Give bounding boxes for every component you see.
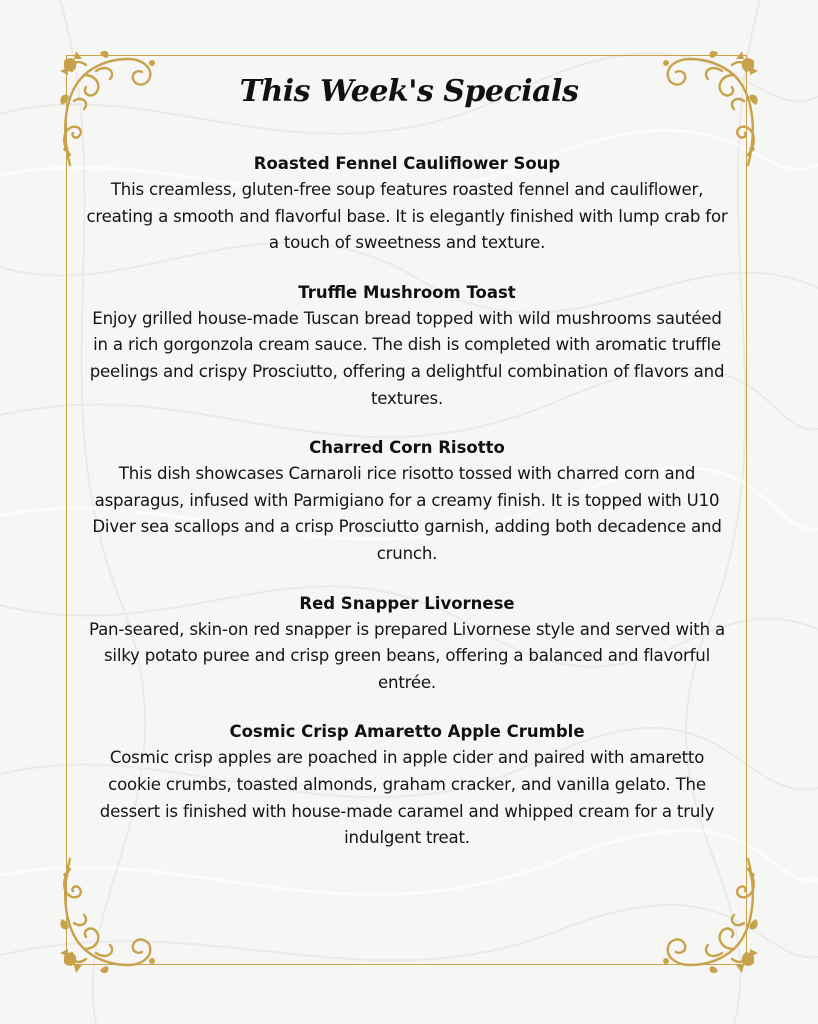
menu-item (84, 718, 730, 851)
menu-item-description: Pan-seared, skin-on red snapper is prepared Livornese style and served with a silky potato puree and crisp green beans, offering a balanced and flavorful entrée. (89, 619, 725, 692)
menu-item-description: This dish showcases Carnaroli rice risotto tossed with charred corn and asparagus, infused with Parmigiano for a creamy finish. It is topped with U10 Diver sea scallops and a crisp Prosciutto garnish, adding both decadence and crunch. (92, 464, 722, 563)
menu-item-name: Charred Corn Risotto (309, 438, 505, 458)
menu-item-description: This creamless, gluten-free soup features roasted fennel and cauliflower, creating a smooth and flavorful base. It is elegantly finished with lump crab for a touch of sweetness and texture. (86, 180, 728, 253)
menu-item-name: Truffle Mushroom Toast (298, 282, 516, 302)
menu-item-name: Red Snapper Livornese (299, 593, 515, 613)
menu-item-description: Enjoy grilled house-made Tuscan bread topped with wild mushrooms sautéed in a rich gorgonzola cream sauce. The dish is completed with aromatic truffle peelings and crispy Prosciutto, offering a delightful combination of flavors and textures. (89, 308, 725, 408)
menu-item (84, 279, 730, 412)
menu-item (84, 590, 730, 697)
menu-item (84, 434, 730, 567)
menu-title: This Week's Specials (239, 74, 579, 109)
menu-item-name: Roasted Fennel Cauliflower Soup (253, 154, 561, 173)
menu-item (84, 150, 730, 257)
menu-item-description: Cosmic crisp apples are poached in apple cider and paired with amaretto cookie crumbs, toasted almonds, graham cracker, and vanilla gelato. The dessert is finished with house-made caramel and whipped cream for a truly indulgent treat. (99, 748, 715, 848)
menu-items-list (84, 150, 730, 874)
menu-item-name: Cosmic Crisp Amaretto Apple Crumble (229, 722, 585, 742)
